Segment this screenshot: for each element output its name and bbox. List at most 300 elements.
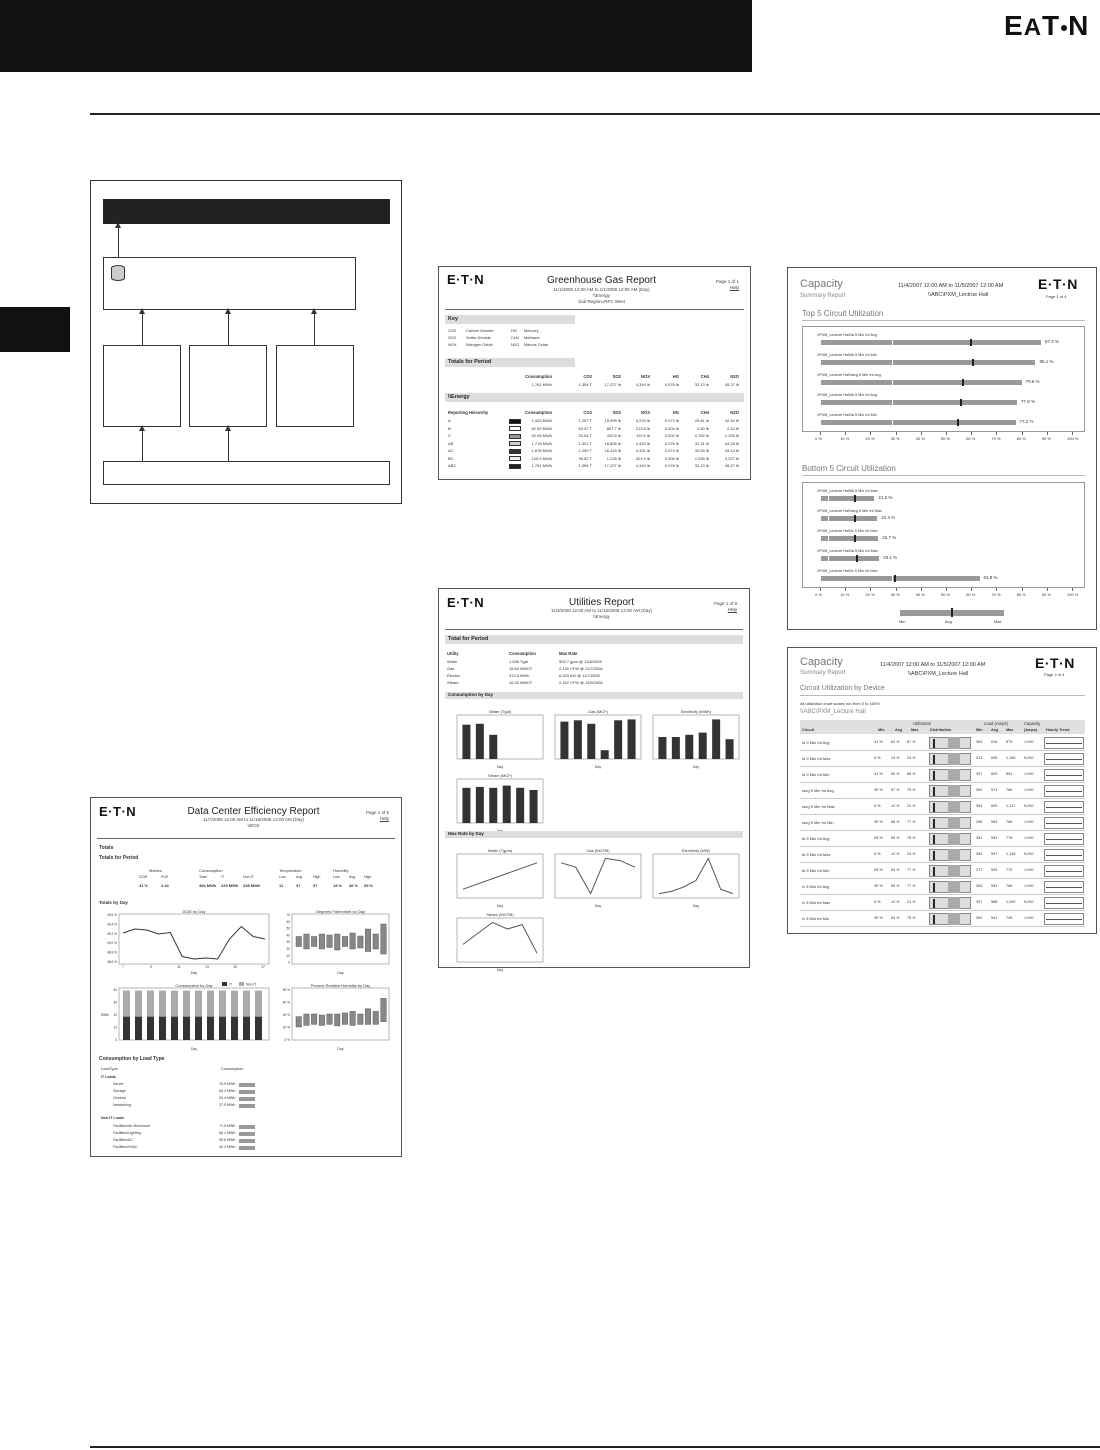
column-header: Avg xyxy=(296,875,303,879)
legend-avg: Avg xyxy=(945,619,952,624)
it-bar xyxy=(243,1017,250,1040)
axis-tick-label: 60 % xyxy=(966,592,976,597)
axis-tick xyxy=(921,432,922,435)
chart-bar xyxy=(601,750,609,759)
key-desc: Sulfur Dioxide xyxy=(466,335,491,340)
avg-marker xyxy=(960,399,962,406)
min-gap xyxy=(828,496,829,501)
table-cell: 5,000 xyxy=(1024,900,1034,904)
distribution-band xyxy=(948,913,960,925)
legend-swatch-it xyxy=(222,982,227,986)
total-value: 1,761 MWh xyxy=(531,382,552,387)
column-header: Reporting Hierarchy xyxy=(448,410,489,415)
table-cell: 28 % xyxy=(874,836,883,840)
column-header: N2O xyxy=(730,374,739,379)
column-header: Avg xyxy=(895,728,903,732)
diagram-arrow xyxy=(118,227,119,257)
axis-tick xyxy=(845,432,846,435)
distribution-band xyxy=(948,753,960,765)
legend-swatch xyxy=(509,464,521,469)
axis-label: Day xyxy=(337,971,344,975)
key-code: SO2 xyxy=(448,335,457,340)
load-value: 37.9 MWh xyxy=(219,1103,236,1107)
table-cell: 29.81 lb xyxy=(694,418,709,423)
table-cell: 15.60 MMCF xyxy=(509,666,533,671)
column-group: Load (Amps) xyxy=(984,721,1008,726)
axis-tick-label: 20 % xyxy=(865,592,875,597)
distribution-marker xyxy=(933,835,935,844)
capacity-summary-report-1 xyxy=(787,267,1097,630)
table-cell: 2,130 CFM @ 11/7/2008 xyxy=(559,666,603,671)
table-cell: 17,227 lb xyxy=(604,463,621,468)
trend-line xyxy=(1046,775,1082,776)
axis-label: Day xyxy=(692,765,700,769)
table-cell: 1,156 xyxy=(1006,756,1016,760)
consumption-charts xyxy=(445,701,745,831)
load-bar xyxy=(239,1097,255,1101)
help-link[interactable]: Help xyxy=(729,285,739,290)
diagram-arrow xyxy=(314,313,315,345)
table-cell: 277 xyxy=(976,868,983,872)
totals-by-day-charts xyxy=(97,906,397,1056)
column-header: Total xyxy=(199,875,207,879)
key-desc: Nitrogen Oxide xyxy=(466,342,493,347)
table-cell: 1,000 xyxy=(1024,836,1034,840)
axis-tick-label: 90 % xyxy=(1041,436,1051,441)
table-cell: 21 % xyxy=(907,900,916,904)
legend-max: Max xyxy=(994,619,1002,624)
table-cell: Steam xyxy=(447,680,459,685)
table-cell: 63.47 T xyxy=(578,425,592,431)
column-header: High xyxy=(313,875,321,879)
chart-bar xyxy=(726,739,734,759)
energy-section: \\Energy xyxy=(445,393,744,402)
max-rate-section: Max Rate by Day xyxy=(445,831,743,838)
chart-title: Steam (MCFM) xyxy=(486,912,514,917)
table-cell: 31 % xyxy=(874,740,883,744)
top-utilization-heading: Top 5 Circuit Utilization xyxy=(802,309,884,318)
axis-tick-label: 30 xyxy=(286,940,290,945)
total-value: 45.27 lb xyxy=(724,382,739,387)
axis-tick-label: 11 xyxy=(177,965,181,969)
column-header: HG xyxy=(672,374,679,379)
chart-bar xyxy=(489,788,497,823)
report-path: \\ABC\PXM_Lecture Hall xyxy=(908,671,969,677)
table-cell: 55 % xyxy=(891,836,900,840)
column-header: (Amps) xyxy=(1024,728,1038,732)
chart-title: Water (Tgpm) xyxy=(487,848,513,853)
axis-tick-label: 20 % xyxy=(865,436,875,441)
report-title: Capacity xyxy=(800,278,843,290)
table-cell: 0.074 lb xyxy=(664,448,679,453)
report-page: Page 1 of 5 xyxy=(365,810,389,815)
chart-bar xyxy=(685,735,693,759)
legend-swatch-nonit xyxy=(239,982,244,986)
table-cell: 1,000 xyxy=(1024,916,1034,920)
load-value: 71.5 MWh xyxy=(219,1124,236,1128)
table-cell: 33.04 T xyxy=(578,433,592,438)
table-cell: 28 % xyxy=(874,868,883,872)
table-cell: 110.9 lb xyxy=(636,433,650,438)
table-cell: 31.31 lb xyxy=(694,440,709,446)
circuit-label: \\PXM_Lecture Hall\Ib 5 Min Int Max xyxy=(817,489,878,493)
column-group: Humidity xyxy=(333,868,349,873)
it-bar xyxy=(159,1017,166,1040)
distribution-marker xyxy=(933,739,935,748)
axis-tick-label: 60 xyxy=(286,919,290,924)
column-header: LoadType xyxy=(101,1067,118,1071)
report-logo: E·T·N xyxy=(99,804,137,819)
row-divider xyxy=(800,782,1085,783)
axis-tick-label: 60 % xyxy=(966,436,976,441)
table-cell: 1,000 xyxy=(1024,772,1034,776)
axis-tick-label: 30 % xyxy=(890,592,900,597)
column-header: PUE xyxy=(161,875,169,879)
distribution-marker xyxy=(933,851,935,860)
temperature-bar xyxy=(311,937,317,947)
table-cell: 772 xyxy=(1006,868,1013,872)
utilization-percent: 22.3 % xyxy=(881,515,896,520)
axis-tick xyxy=(946,432,947,435)
footer-rule xyxy=(90,1446,1100,1448)
table-cell: 77 % xyxy=(907,868,916,872)
max-rate-charts xyxy=(445,840,745,972)
table-cell: 313 xyxy=(976,756,983,760)
table-cell: 4,331 lb xyxy=(635,448,650,453)
load-name: Facilities\Air Movement xyxy=(113,1124,151,1128)
axis-tick xyxy=(921,588,922,591)
table-cell: 16.32 MMCF xyxy=(509,680,533,685)
row-divider xyxy=(800,830,1085,831)
axis-tick-label: 30 xyxy=(113,1000,117,1005)
circuit-label: \\PXM_Lecture Hall\Iavg 5 Min Int Avg xyxy=(817,373,881,377)
table-cell: 1,354 T xyxy=(578,463,592,468)
trend-line xyxy=(1046,855,1082,856)
temperature-bar xyxy=(358,936,364,948)
legend-swatch xyxy=(509,419,521,424)
table-cell: 42.34 lb xyxy=(724,418,739,423)
circuit-name: Ib 5 Min Int Min xyxy=(802,868,830,873)
table-cell: 96.52 T xyxy=(578,455,592,461)
load-bar xyxy=(239,1125,255,1129)
axis-tick-label: 10 xyxy=(113,1025,117,1030)
column-header: DCiE xyxy=(139,875,148,879)
table-cell: 1,000 xyxy=(1024,740,1034,744)
hierarchy-name: C xyxy=(448,433,451,438)
nonit-bar xyxy=(135,991,142,1017)
table-cell: 1.50 lb xyxy=(696,425,709,431)
axis-tick-label: 49.2 % xyxy=(107,931,117,936)
device-path: \\ABC\PXM_Lecture Hall xyxy=(800,709,866,715)
utilities-report xyxy=(438,588,750,972)
table-cell: 30 % xyxy=(874,820,883,824)
humidity-bar xyxy=(296,1017,302,1027)
legend-label: IT xyxy=(229,982,233,987)
hierarchy-name: A xyxy=(448,418,451,423)
report-logo: E·T·N xyxy=(1038,276,1078,292)
diagram-arrow xyxy=(228,430,229,461)
humidity-bar xyxy=(327,1014,333,1024)
table-cell: 1,678 MWh xyxy=(531,448,552,453)
chart-bar xyxy=(476,724,484,759)
trend-line xyxy=(1046,807,1082,808)
table-cell: 1,000 xyxy=(1024,788,1034,792)
column-header: HG xyxy=(672,410,679,415)
axis-label: Day xyxy=(692,904,700,908)
top-utilization-chart xyxy=(802,326,1085,432)
table-cell: 1,257 T xyxy=(578,418,592,423)
it-bar xyxy=(195,1017,202,1040)
axis-tick-label: 10 xyxy=(286,953,290,958)
report-logo: E·T·N xyxy=(1035,655,1075,671)
chart-bar xyxy=(587,724,595,759)
distribution-band xyxy=(948,769,960,781)
section-rule xyxy=(800,695,1085,696)
diagram-top-bar xyxy=(103,199,390,224)
column-header: CH4 xyxy=(700,374,709,379)
hierarchy-name: ABC xyxy=(448,463,457,468)
axis-label: Day xyxy=(190,971,198,975)
table-cell: 12 % xyxy=(891,852,900,856)
diagram-source-box-2 xyxy=(189,345,267,427)
temperature-bar xyxy=(327,935,333,948)
it-bar xyxy=(123,1017,130,1040)
total-value: 2.44 xyxy=(161,883,169,888)
key-code: N2O xyxy=(511,342,520,347)
bottom-utilization-heading: Bottom 5 Circuit Utilization xyxy=(802,464,896,473)
report-dates: 11/7/2008 12:00 AM to 11/18/2008 12:00 AM (Day) xyxy=(203,817,304,822)
load-value: 66.1 MWh xyxy=(219,1131,236,1135)
chart-title: Degrees Fahrenheit by Day xyxy=(316,909,365,914)
nonit-bar xyxy=(207,991,214,1017)
table-cell: 6 % xyxy=(874,756,881,760)
table-cell: 309 xyxy=(976,740,983,744)
axis-tick-label: 40 % xyxy=(282,1013,290,1017)
table-cell: 0.073 lb xyxy=(664,418,679,423)
diagram-source-box-1 xyxy=(103,345,181,427)
utilization-percent: 21.2 % xyxy=(878,495,893,500)
chart-bar xyxy=(712,719,720,759)
axis-tick-label: 49.0 % xyxy=(107,941,117,946)
load-name: Facilities\AC xyxy=(113,1138,133,1142)
table-cell: 77 % xyxy=(907,884,916,888)
diagram-database-box xyxy=(103,257,356,310)
table-cell: 54 % xyxy=(891,868,900,872)
distribution-marker xyxy=(933,867,935,876)
load-value: 76.9 MWh xyxy=(219,1082,236,1086)
axis-label: Day xyxy=(496,968,504,972)
circuit-name: Ia 5 Min Int Max xyxy=(802,756,831,761)
table-cell: 30 % xyxy=(874,916,883,920)
min-gap xyxy=(828,516,829,521)
legend-swatch xyxy=(509,434,521,439)
total-value: 57 xyxy=(313,883,318,888)
axis-tick-label: 17 xyxy=(261,965,265,969)
chart-bar xyxy=(614,720,622,759)
table-cell: 323.9 lb xyxy=(635,455,650,461)
humidity-bar xyxy=(342,1013,348,1024)
column-header: High xyxy=(364,875,372,879)
trend-line xyxy=(1046,919,1082,920)
table-cell: 312.5 MWh xyxy=(509,673,530,678)
trend-line xyxy=(1046,839,1082,840)
report-scope: Sub Region=RFC West xyxy=(578,299,625,304)
axis-tick-label: 70 xyxy=(286,913,290,917)
chart-title: Gas (MCF) xyxy=(588,709,608,714)
table-cell: 60 % xyxy=(891,772,900,776)
avg-marker xyxy=(957,419,959,426)
circuit-label: \\PXM_Lecture Hall\Ib 5 Min Int Avg xyxy=(817,393,877,397)
table-cell: 57 % xyxy=(891,788,900,792)
utilization-percent: 87.3 % xyxy=(1044,339,1059,344)
totals-period-heading: Totals for Period xyxy=(99,855,139,861)
nonit-bar xyxy=(159,991,166,1017)
table-cell: 563 xyxy=(991,820,998,824)
chart-line xyxy=(463,922,537,953)
utilization-bar xyxy=(821,360,1035,365)
table-cell: 30.59 lb xyxy=(694,448,709,453)
table-cell: 79 % xyxy=(907,788,916,792)
report-title: Capacity xyxy=(800,656,843,668)
table-cell: 1,136 xyxy=(1006,852,1016,856)
table-cell: 54 % xyxy=(891,916,900,920)
axis-tick-label: 20 xyxy=(286,947,290,951)
total-value: 15 % xyxy=(333,883,343,888)
axis-tick-label: 48.6 % xyxy=(107,960,117,964)
total-value: 17,227 lb xyxy=(604,382,621,387)
column-header: Non-IT xyxy=(243,875,254,879)
diagram-bottom-bar xyxy=(103,461,390,485)
nonit-bar xyxy=(231,991,238,1017)
axis-tick xyxy=(996,432,997,435)
table-cell: 5,000 xyxy=(1024,804,1034,808)
table-cell: 603 xyxy=(991,772,998,776)
min-gap xyxy=(892,380,893,385)
load-name: Storage xyxy=(113,1089,126,1093)
total-value: 238 MWh xyxy=(243,883,261,888)
avg-marker xyxy=(856,555,858,562)
distribution-marker xyxy=(933,771,935,780)
hierarchy-name: BC xyxy=(448,455,454,461)
table-cell: 768 xyxy=(1006,884,1013,888)
table-cell: 1,425 MWh xyxy=(531,418,552,423)
axis-label: MWh xyxy=(101,1013,109,1017)
axis-tick-label: 80 % xyxy=(282,988,290,992)
axis-label: Day xyxy=(337,1047,344,1051)
utilization-percent: 62.9 % xyxy=(983,575,998,580)
axis-tick-label: 30 % xyxy=(890,436,900,441)
axis-tick-label: 10 % xyxy=(840,436,850,441)
totals-heading: Totals xyxy=(99,845,114,851)
table-cell: 32.13 lb xyxy=(694,463,709,468)
group-label: Non-IT Loads xyxy=(101,1116,124,1120)
table-cell: 2.289 lb xyxy=(694,455,709,461)
column-header: Avg xyxy=(349,875,356,879)
it-bar xyxy=(231,1017,238,1040)
column-header: IT xyxy=(221,875,225,879)
report-page: Page 1 of 4 xyxy=(1046,294,1067,299)
table-cell: 574 xyxy=(991,788,998,792)
report-path: \\Energy xyxy=(593,614,610,619)
min-gap xyxy=(892,360,893,365)
circuit-name: Ib 5 Min Int Avg xyxy=(802,836,830,841)
table-cell: Electric xyxy=(447,673,461,678)
circuit-label: \\PXM_Lecture Hall\Ia 5 Min Int Avg xyxy=(817,333,877,337)
avg-marker xyxy=(970,339,972,346)
column-header: Consumption xyxy=(509,651,536,656)
chart-bar xyxy=(462,725,470,759)
distribution-marker xyxy=(933,755,935,764)
table-cell: 307 xyxy=(976,772,983,776)
trend-line xyxy=(1046,743,1082,744)
section-rule xyxy=(802,475,1085,476)
table-cell: 55 % xyxy=(891,884,900,888)
report-dates: 11/1/2008 12:00 AM to 1/1/2009 12:00 AM (Day) xyxy=(553,287,650,292)
trend-line xyxy=(1046,759,1082,760)
column-group: Utilization xyxy=(913,721,932,726)
table-cell: 4,344 lb xyxy=(635,463,650,468)
temperature-bar xyxy=(373,934,379,949)
temperature-bar xyxy=(342,937,348,947)
help-link[interactable]: Help xyxy=(727,607,737,612)
table-cell: 23 % xyxy=(907,756,916,760)
chart-bar xyxy=(699,733,707,759)
table-cell: 851 xyxy=(1006,772,1013,776)
axis-tick-label: 100 % xyxy=(1067,592,1079,597)
utilization-bar xyxy=(821,556,879,561)
table-cell: 22 % xyxy=(907,804,916,808)
table-cell: 2.12 lb xyxy=(726,425,739,431)
report-subtitle: Summary Report xyxy=(800,670,846,676)
table-cell: 283 xyxy=(976,852,983,856)
distribution-marker xyxy=(933,883,935,892)
table-cell: 6,253 kW @ 11/7/2008 xyxy=(559,673,600,678)
row-divider xyxy=(800,814,1085,815)
table-cell: 1,228 lb xyxy=(606,455,621,461)
table-cell: 873 xyxy=(1006,740,1013,744)
row-divider xyxy=(800,798,1085,799)
report-title: Utilities Report xyxy=(568,597,635,608)
table-cell: 125.5 MWh xyxy=(531,455,552,461)
table-cell: 45.27 lb xyxy=(724,463,739,468)
utilization-bar xyxy=(821,420,1016,425)
table-cell: 616 xyxy=(991,740,998,744)
report-path: \\DCE xyxy=(247,823,260,828)
distribution-band xyxy=(948,849,960,861)
column-header: CH4 xyxy=(700,410,709,415)
circuit-label: \\PXM_Lecture Hall\Ib 5 Min Int Min xyxy=(817,353,877,357)
column-header: Avg xyxy=(991,728,999,732)
diagram-arrow xyxy=(142,313,143,345)
row-divider xyxy=(800,878,1085,879)
trend-line xyxy=(1046,823,1082,824)
legend-swatch xyxy=(509,449,521,454)
avg-marker xyxy=(854,515,856,522)
min-gap xyxy=(892,340,893,345)
load-bar xyxy=(239,1132,255,1136)
circuit-name: Iavg 5 Min Int Avg xyxy=(802,788,834,793)
help-link[interactable]: Help xyxy=(379,816,389,821)
table-cell: 505.7 gpm @ 11/5/2008 xyxy=(559,659,602,664)
table-cell: 75 % xyxy=(907,916,916,920)
axis-tick-label: 49.4 % xyxy=(107,922,117,927)
load-value: 50.4 MWh xyxy=(219,1096,236,1100)
table-cell: 213.8 lb xyxy=(635,425,650,431)
nonit-bar xyxy=(243,991,250,1017)
circuit-label: \\PXM_Lecture Hall\Ic 5 Min Int Max xyxy=(817,569,878,573)
column-group: Temperature xyxy=(279,868,302,873)
report-page: Page 1 of 1 xyxy=(715,279,739,284)
